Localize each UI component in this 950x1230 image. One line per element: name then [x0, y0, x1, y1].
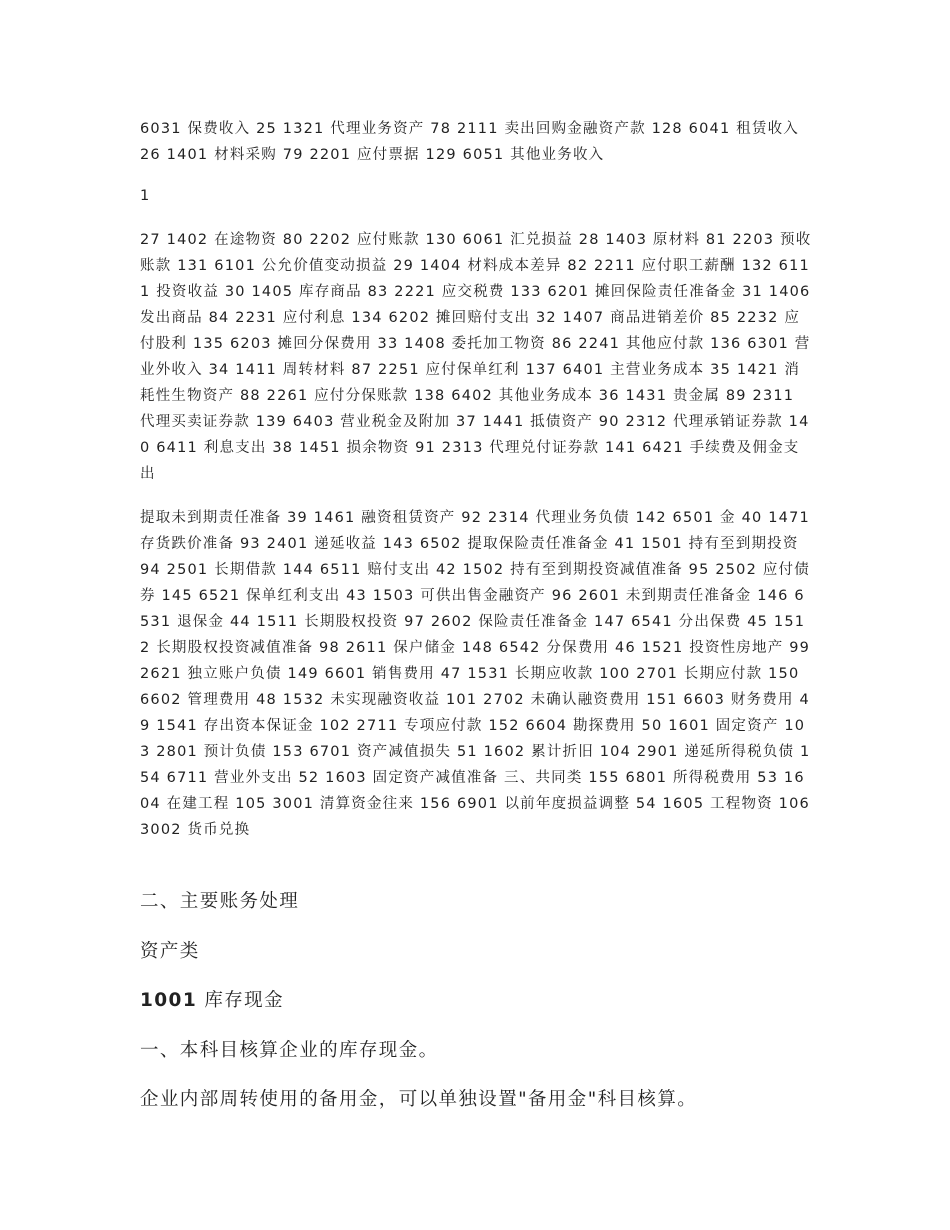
account-heading [140, 987, 284, 1015]
section-heading-main-accounting: 二、主要账务处理 [140, 891, 300, 912]
account-name: 库存现金 [197, 990, 284, 1011]
account-scope-text: 一、本科目核算企业的库存现金。 [140, 1040, 439, 1061]
account-code: 1001 [140, 990, 198, 1011]
account-list-paragraph-3: 提取未到期责任准备 39 1461 融资租赁资产 92 2314 代理业务负债 142 6501 金 40 1471 存货跌价准备 93 2401 递延收益 143 6502 提取保险责任准备金 41 1501 持有至到期投资 94 2501 长期借款 144 6511 赔付支出 42 1502 持有至到期投资减值准备 95 2502 应付债券 145 6521 保单红利支出 43 1503 可供出售金融资产 96 2601 未到期责任准备金 146 6531 退保金 44 1511 长期股权投资 97 2602 保险责任准备金 147 6541 分出保费 45 1512 长期股权投资减值准备 98 2611 保户储金 148 6542 分保费用 46 1521 投资性房地产 99 2621 独立账户负债 149 6601 销售费用 47 1531 长期应收款 100 2701 长期应付款 150 6602 管理费用 48 1532 未实现融资收益 101 2702 未确认融资费用 151 6603 财务费用 49 1541 存出资本保证金 102 2711 专项应付款 152 6604 勘探费用 50 1601 固定资产 103 2801 预计负债 153 6701 资产减值损失 51 1602 累计折旧 104 2901 递延所得税负债 154 6711 营业外支出 52 1603 固定资产减值准备 三、共同类 155 6801 所得税费用 53 1604 在建工程 105 3001 清算资金往来 156 6901 以前年度损益调整 54 1605 工程物资 106 3002 货币兑换 [140, 510, 811, 838]
account-list-paragraph-1: 6031 保费收入 25 1321 代理业务资产 78 2111 卖出回购金融资产款 128 6041 租赁收入 26 1401 材料采购 79 2201 应付票据 129 6051 其他业务收入 [140, 121, 799, 163]
petty-cash-text: 企业内部周转使用的备用金，可以单独设置"备用金"科目核算。 [140, 1089, 698, 1110]
account-list-paragraph-2: 27 1402 在途物资 80 2202 应付账款 130 6061 汇兑损益 28 1403 原材料 81 2203 预收账款 131 6101 公允价值变动损益 29 1404 材料成本差异 82 2211 应付职工薪酬 132 6111 投资收益 30 1405 库存商品 83 2221 应交税费 133 6201 摊回保险责任准备金 31 1406 发出商品 84 2231 应付利息 134 6202 摊回赔付支出 32 1407 商品进销差价 85 2232 应付股利 135 6203 摊回分保费用 33 1408 委托加工物资 86 2241 其他应付款 136 6301 营业外收入 34 1411 周转材料 87 2251 应付保单红利 137 6401 主营业务成本 35 1421 消耗性生物资产 88 2261 应付分保账款 138 6402 其他业务成本 36 1431 贵金属 89 2311 代理买卖证券款 139 6403 营业税金及附加 37 1441 抵债资产 90 2312 代理承销证券款 140 6411 利息支出 38 1451 损余物资 91 2313 代理兑付证券款 141 6421 手续费及佣金支出 [140, 232, 812, 482]
section-heading-assets: 资产类 [140, 941, 200, 962]
page-number: 1 [140, 188, 151, 204]
